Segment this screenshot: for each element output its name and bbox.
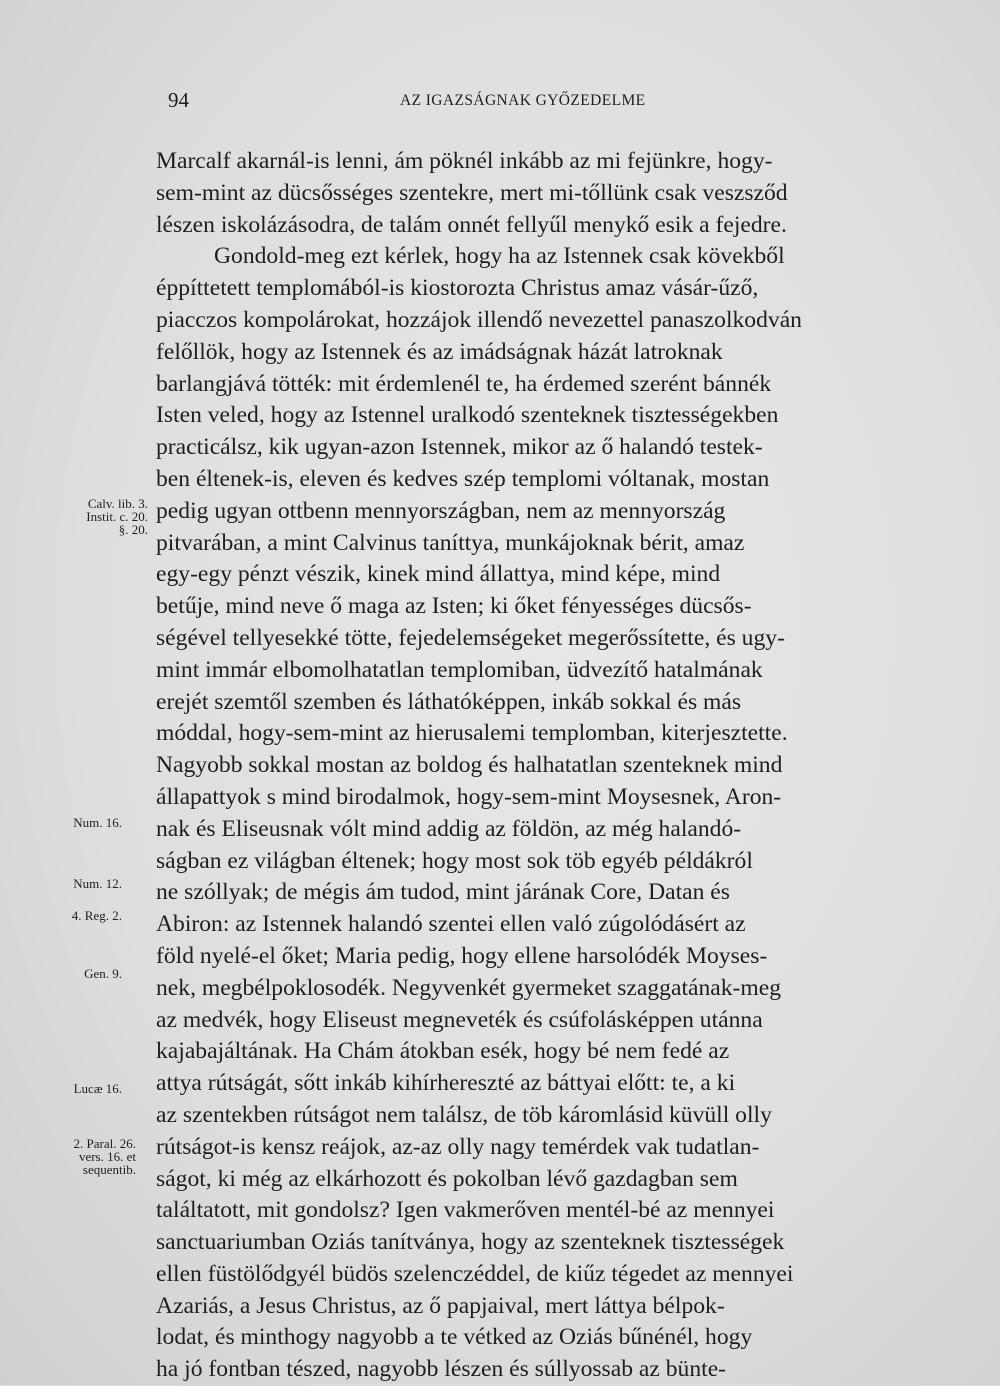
margin-note-line: sequentib. xyxy=(82,1162,136,1177)
margin-note-lucae xyxy=(26,1082,122,1095)
text-line: mint immár elbomolhatatlan templomiban, üdvezítő hatalmának xyxy=(156,656,763,683)
text-line: barlangjává tötték: mit érdemlenél te, ha érdemed szerént bánnék xyxy=(156,370,772,397)
text-line: practicálsz, kik ugyan-azon Istennek, mikor az ő halandó testek- xyxy=(156,434,763,461)
margin-note-line: Calv. lib. 3. xyxy=(87,496,148,511)
text-line: nak és Eliseusnak vólt mind addig az földön, az még halandó- xyxy=(156,815,742,842)
text-line: ságot, ki még az elkárhozott és pokolban lévő gazdagban sem xyxy=(156,1165,738,1192)
text-line: Abiron: az Istennek halandó szentei ellen való zúgolódásért az xyxy=(156,911,746,938)
text-line: Nagyobb sokkal mostan az boldog és halhatatlan szenteknek mind xyxy=(156,752,783,779)
text-line: Isten veled, hogy az Istennel uralkodó szenteknek tisztességekben xyxy=(156,402,779,429)
text-line: kajabajáltának. Ha Chám átokban esék, hogy bé nem fedé az xyxy=(156,1038,730,1065)
text-line: Gondold-meg ezt kérlek, hogy ha az Istennek csak kövekből xyxy=(214,243,785,270)
margin-note-line: 4. Reg. 2. xyxy=(71,908,122,923)
margin-note-line: Gen. 9. xyxy=(84,966,122,981)
margin-note-paral xyxy=(40,1137,136,1176)
text-line: rútságot-is kensz reájok, az-az olly nagy temérdek vak tudatlan- xyxy=(156,1133,760,1160)
text-line: egy-egy pénzt vészik, kinek mind állattya, mind képe, mind xyxy=(156,561,721,588)
text-line: betűje, mind neve ő maga az Isten; ki őket fényességes dücsős- xyxy=(156,593,752,620)
text-line: nek, megbélpoklosodék. Negyvenkét gyermeket szaggatának-meg xyxy=(156,974,782,1001)
text-line: móddal, hogy-sem-mint az hierusalemi templomban, kiterjesztette. xyxy=(156,720,788,747)
text-line: felőllök, hogy az Istennek és az imádságnak házát latroknak xyxy=(156,338,723,365)
text-line: erejét szemtől szemben és láthatóképpen, inkáb sokkal és más xyxy=(156,688,742,715)
text-line: az szentekben rútságot nem találsz, de töb káromlásid küvüll olly xyxy=(156,1101,772,1128)
margin-note-num-16 xyxy=(26,816,122,829)
text-line: az medvék, hogy Eliseust megneveték és csúfolásképpen utánna xyxy=(156,1006,763,1033)
text-line: ha jó fontban tészed, nagyobb lészen és súllyossab az bünte- xyxy=(156,1356,727,1383)
text-line: piacczos kompolárokat, hozzájok illendő nevezettel panaszolkodván xyxy=(156,306,802,333)
text-line: pitvarában, a mint Calvinus taníttya, munkájoknak bérit, amaz xyxy=(156,529,745,556)
text-line: attya rútságát, sőtt inkáb kihírhereszté az báttyai előtt: te, a ki xyxy=(156,1070,736,1097)
text-line: Marcalf akarnál-is lenni, ám pöknél inkább az mi fejünkre, hogy- xyxy=(156,148,773,174)
text-line: ellen füstölődgyél büdös szelenczéddel, de kiűz tégedet az mennyei xyxy=(156,1260,794,1287)
text-line: ben éltenek-is, eleven és kedves szép templomi vóltanak, mostan xyxy=(156,465,770,492)
text-line: sanctuariumban Oziás tanítványa, hogy az szenteknek tisztességek xyxy=(156,1229,785,1256)
margin-note-calvin xyxy=(52,497,148,536)
margin-note-line: Num. 12. xyxy=(73,876,122,891)
margin-note-line: Num. 16. xyxy=(73,815,122,830)
margin-note-line: Instit. c. 20. xyxy=(86,509,148,524)
text-line: találtatott, mit gondolsz? Igen vakmerőven mentél-bé az mennyei xyxy=(156,1197,775,1224)
text-line: ne szóllyak; de mégis ám tudod, mint járának Core, Datan és xyxy=(156,879,730,906)
body-text xyxy=(156,146,908,1386)
text-line: lodat, és minthogy nagyobb a te vétked az Oziás bűnénél, hogy xyxy=(156,1324,753,1351)
text-line: sem-mint az dücsősséges szentekre, mert mi-tőllünk csak veszsződ xyxy=(156,179,788,206)
text-line: Azariás, a Jesus Christus, az ő papjaival, mert láttya bélpok- xyxy=(156,1292,725,1319)
margin-note-num-12 xyxy=(26,877,122,890)
text-line: ségével tellyesekké tötte, fejedelemségeket megerőssítette, és ugy- xyxy=(156,624,785,651)
page-number: 94 xyxy=(168,88,189,112)
margin-note-line: Lucæ 16. xyxy=(73,1081,122,1096)
page-header xyxy=(168,88,910,118)
text-line: pedig ugyan ottbenn mennyországban, nem az mennyország xyxy=(156,497,726,524)
text-line: éppíttetett templomából-is kiostorozta Christus amaz vásár-űző, xyxy=(156,275,759,302)
text-line: állapattyok s mind birodalmok, hogy-sem-mint Moysesnek, Aron- xyxy=(156,783,782,810)
text-line: lészen iskolázásodra, de talám onnét fellyűl menykő esik a fejedre. xyxy=(156,211,787,238)
text-line: föld nyelé-el őket; Maria pedig, hogy ellene harsolódék Moyses- xyxy=(156,942,768,969)
margin-note-line: vers. 16. et xyxy=(78,1149,136,1164)
running-title: AZ IGAZSÁGNAK GYŐZEDELME xyxy=(400,92,646,109)
margin-note-reg xyxy=(26,909,122,922)
text-line: ságban ez világban éltenek; hogy most sok töb egyéb példákról xyxy=(156,847,753,874)
margin-note-gen xyxy=(26,967,122,980)
margin-note-line: §. 20. xyxy=(118,522,148,537)
margin-note-line: 2. Paral. 26. xyxy=(73,1136,136,1151)
